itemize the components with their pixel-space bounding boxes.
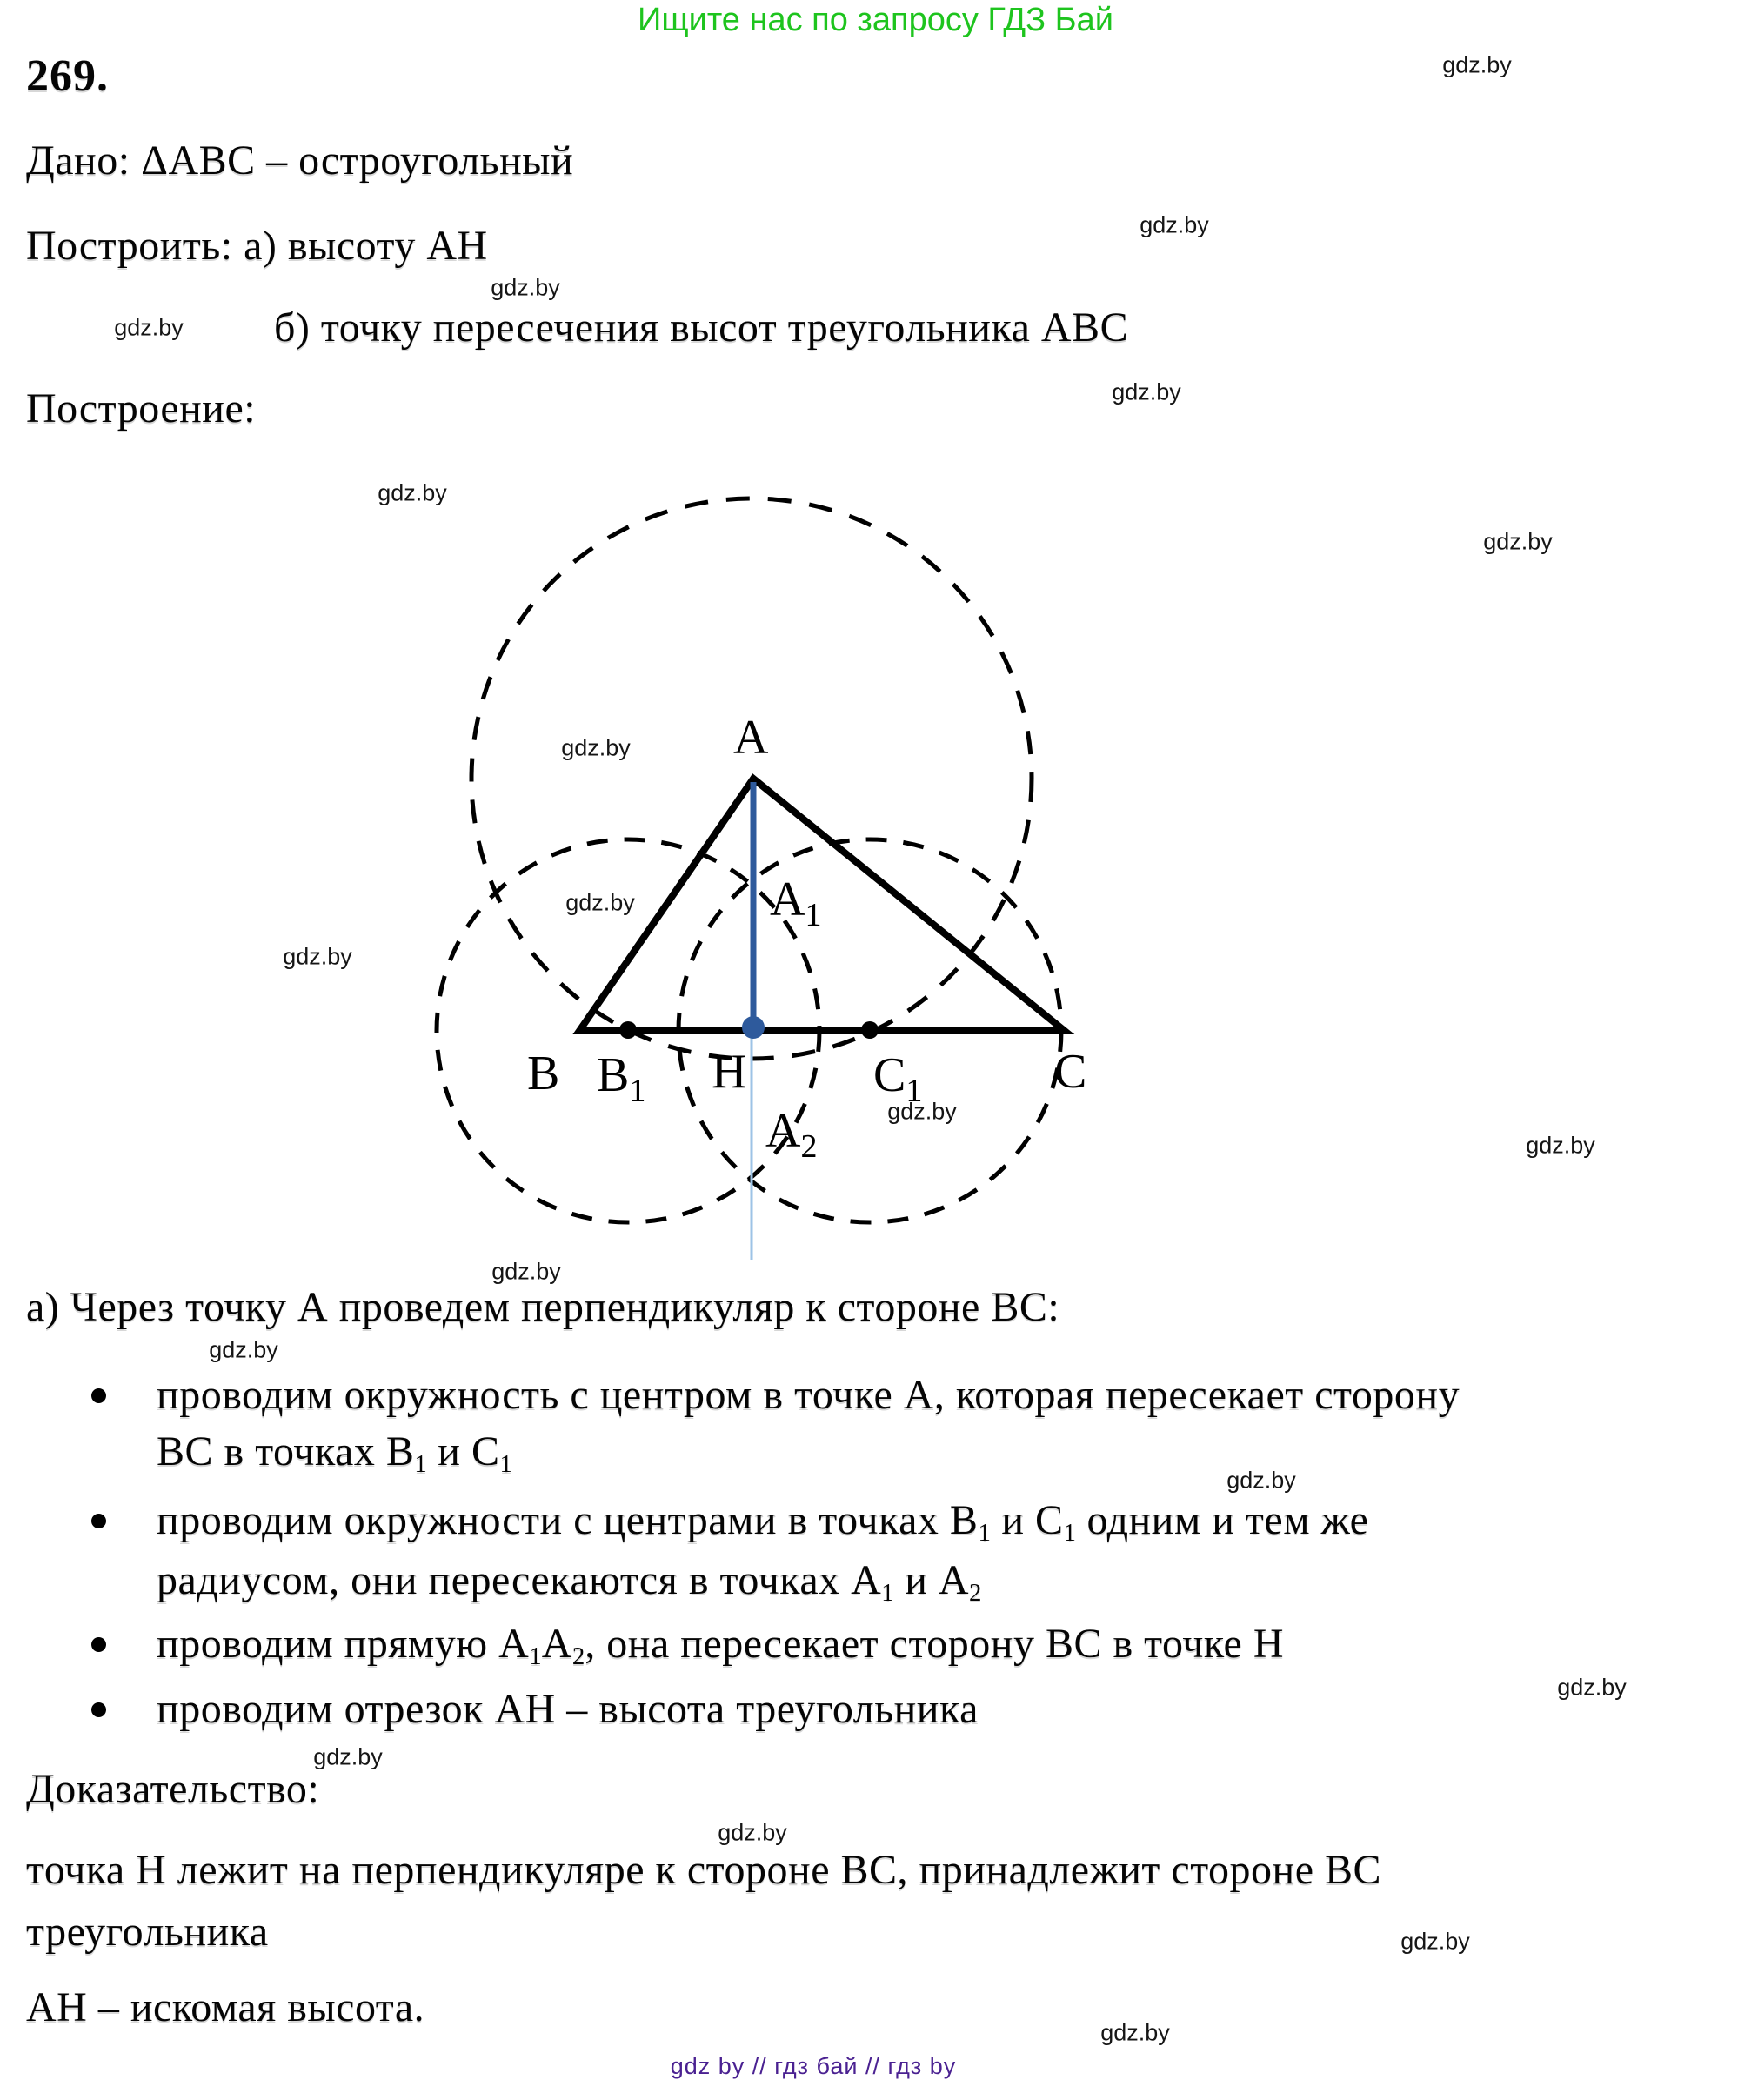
subscript: 2 [571,1642,585,1671]
point-H [742,1016,765,1039]
watermark-gdz: gdz.by [1483,528,1553,555]
label-A: А [733,711,769,765]
watermark-gdz: gdz.by [1557,1674,1627,1701]
proof-line1: точка Н лежит на перпендикуляре к стороне ВС, принадлежит стороне ВС [26,1847,1382,1893]
label-A2: $А_2$ [765,1104,818,1165]
subscript: 1 [881,1579,894,1608]
watermark-gdz: gdz.by [1112,378,1181,405]
given-line: Дано: ΔАВС – остроугольный [26,137,574,184]
watermark-gdz: gdz.by [565,889,635,916]
watermark-gdz: gdz.by [718,1819,787,1846]
text-segment: проводим прямую А [157,1621,530,1667]
text-segment: А [541,1621,572,1667]
label-C1: $С_1$ [873,1048,923,1109]
label-H: Н [712,1045,747,1099]
watermark-gdz: gdz.by [1100,2019,1170,2046]
watermark-gdz: gdz.by [491,1258,561,1285]
subscript: 2 [969,1579,982,1608]
construct-line-a: Построить: а) высоту АН [26,223,488,269]
problem-number: 269. [26,51,109,101]
subscript: 1 [978,1519,991,1548]
watermark-gdz: gdz.by [1526,1132,1595,1159]
bullet-marker [91,1388,106,1403]
text-segment: и С [426,1428,500,1475]
text-segment: проводим окружности с центрами в точках В [157,1497,979,1543]
construction-heading: Построение: [26,385,257,431]
watermark-gdz: gdz.by [378,479,447,506]
watermark-gdz: gdz.by [1442,51,1512,78]
text-segment: и А [893,1557,970,1603]
watermark-gdz: gdz.by [1226,1467,1296,1494]
bullet-marker [91,1514,106,1528]
watermark-gdz: gdz.by [313,1743,383,1770]
watermark-gdz: gdz.by [491,274,560,301]
label-C: С [1054,1045,1087,1099]
bullet-marker [91,1637,106,1652]
conclusion-line: АН – искомая высота. [26,1984,425,2030]
watermark-gdz: gdz.by [1139,211,1209,238]
subscript: 1 [529,1642,542,1671]
construct-line-b: б) точку пересечения высот треугольника АВС [274,304,1129,351]
text-segment: радиусом, они пересекаются в точках А [157,1557,882,1603]
watermark-gdz: gdz.by [561,734,631,761]
triangle-ABC [579,779,1065,1031]
bullet3-line [157,1618,1284,1682]
proof-line2: треугольника [26,1909,269,1955]
section-a-line: а) Через точку А проведем перпендикуляр к стороне ВС: [26,1284,1060,1330]
point-B1 [619,1021,637,1039]
bullet-marker [91,1702,106,1717]
bullet2-line1 [157,1495,1368,1559]
text-segment: одним и тем же [1075,1497,1369,1543]
watermark-gdz: gdz.by [283,943,352,970]
label-B1: $В_1$ [597,1048,646,1109]
bullet1-line1: проводим окружность с центром в точке А, которая пересекает сторону [157,1372,1460,1418]
subscript: 1 [414,1450,427,1479]
label-B: В [527,1047,560,1100]
subscript: 1 [499,1450,512,1479]
text-segment: ВС в точках В [157,1428,415,1475]
bullet1-line2 [157,1426,512,1490]
proof-heading: Доказательство: [26,1766,320,1812]
watermark-gdz: gdz.by [887,1098,957,1125]
point-C1 [861,1021,879,1039]
label-A1: $А_1$ [770,873,822,933]
text-segment: , она пересекает сторону ВС в точке Н [585,1621,1285,1667]
watermark-gdz: gdz.by [1400,1928,1470,1955]
bullet4-line: проводим отрезок АН – высота треугольника [157,1686,979,1732]
footer-site-links: gdz by // гдз бай // гдз by [670,2053,957,2079]
bullet2-line2 [157,1555,981,1619]
text-segment: и С [990,1497,1064,1543]
watermark-gdz: gdz.by [114,314,184,341]
watermark-gdz: gdz.by [209,1336,278,1363]
subscript: 1 [1063,1519,1076,1548]
promo-banner: Ищите нас по запросу ГДЗ Бай [638,2,1113,38]
